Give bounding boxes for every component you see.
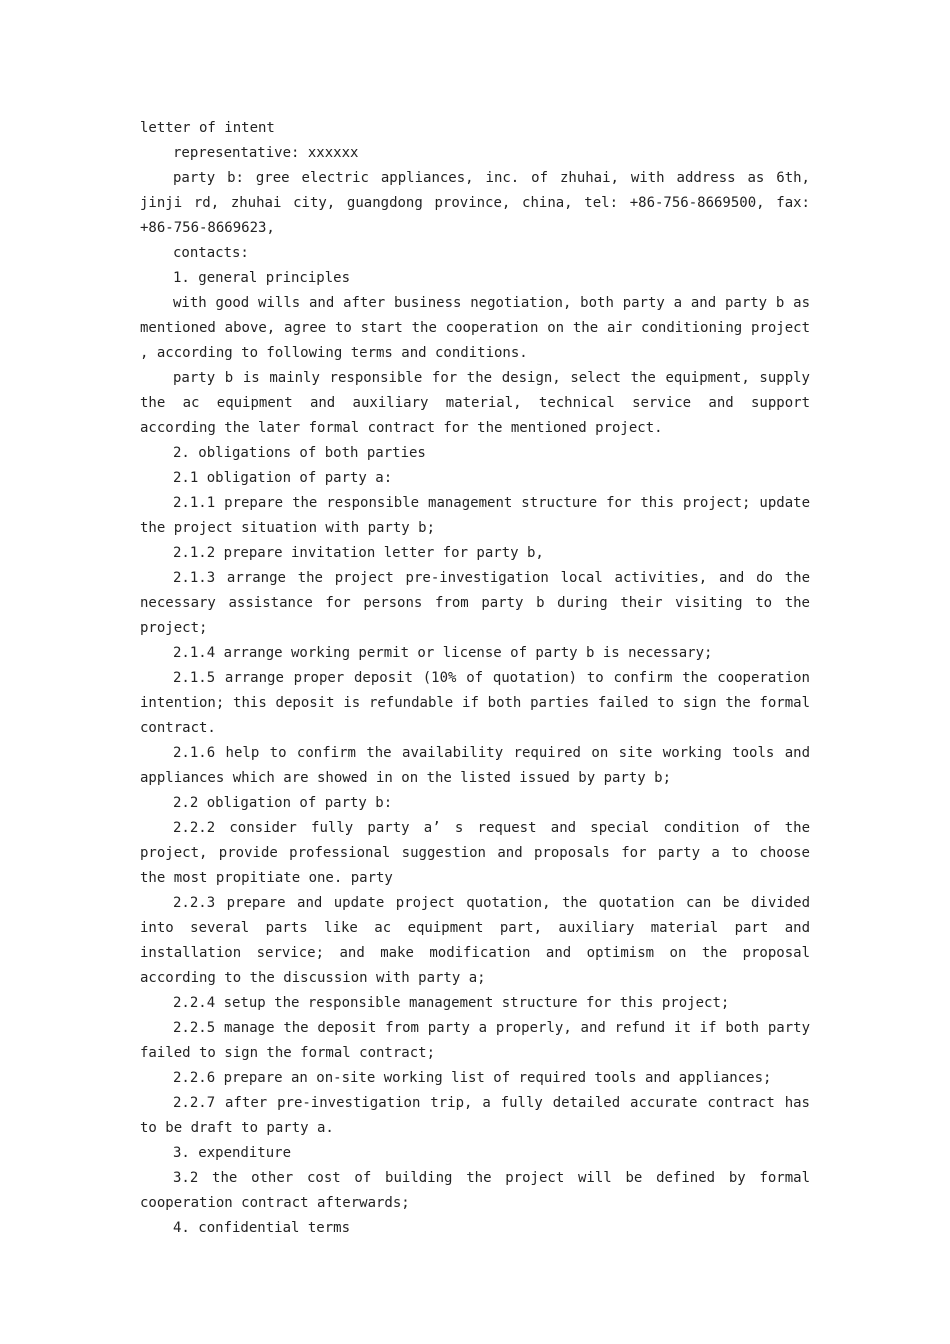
clause-2-2-7: 2.2.7 after pre-investigation trip, a fully detailed accurate contract has to be draft to party a. xyxy=(140,1095,810,1136)
clause-2-2-3: 2.2.3 prepare and update project quotation, the quotation can be divided into several parts like ac equipment part, auxiliary material part and installation service; and make modification and optimism on the proposal according to the discussion with party a; xyxy=(140,895,810,986)
section-heading-obligations: 2. obligations of both parties xyxy=(173,445,426,461)
clause-2-2-6: 2.2.6 prepare an on-site working list of required tools and appliances; xyxy=(173,1070,772,1086)
contacts-line: contacts: xyxy=(173,245,249,261)
clause-2-1-5: 2.1.5 arrange proper deposit (10% of quotation) to confirm the cooperation intention; this deposit is refundable if both parties failed to sign the formal contract. xyxy=(140,670,810,736)
clause-2-1-2: 2.1.2 prepare invitation letter for party b, xyxy=(173,545,544,561)
document-page xyxy=(140,116,810,1241)
paragraph-general-intro: with good wills and after business negotiation, both party a and party b as mentioned above, agree to start the cooperation on the air conditioning project , according to following terms and conditions. xyxy=(140,295,810,361)
clause-2-2-4: 2.2.4 setup the responsible management structure for this project; xyxy=(173,995,730,1011)
paragraph-party-b-responsibility: party b is mainly responsible for the design, select the equipment, supply the ac equipment and auxiliary material, technical service and support according the later formal contract for the mentioned project. xyxy=(140,370,810,436)
clause-2-1-6: 2.1.6 help to confirm the availability required on site working tools and appliances which are showed in on the listed issued by party b; xyxy=(140,745,810,786)
clause-2-1-4: 2.1.4 arrange working permit or license of party b is necessary; xyxy=(173,645,713,661)
clause-3-2: 3.2 the other cost of building the project will be defined by formal cooperation contract afterwards; xyxy=(140,1170,810,1211)
subheading-obligation-party-a: 2.1 obligation of party a: xyxy=(173,470,393,486)
clause-2-2-2: 2.2.2 consider fully party a’ s request and special condition of the project, provide professional suggestion and proposals for party a to choose the most propitiate one. party xyxy=(140,820,810,886)
clause-2-2-5: 2.2.5 manage the deposit from party a properly, and refund it if both party failed to sign the formal contract; xyxy=(140,1020,810,1061)
subheading-obligation-party-b: 2.2 obligation of party b: xyxy=(173,795,393,811)
clause-2-1-3: 2.1.3 arrange the project pre-investigation local activities, and do the necessary assistance for persons from party b during their visiting to the project; xyxy=(140,570,810,636)
party-b-details: party b: gree electric appliances, inc. of zhuhai, with address as 6th, jinji rd, zhuhai city, guangdong province, china, tel: +86-756-8669500, fax: +86-756-8669623, xyxy=(140,170,810,236)
clause-2-1-1: 2.1.1 prepare the responsible management structure for this project; update the project situation with party b; xyxy=(140,495,810,536)
section-heading-confidential-terms: 4. confidential terms xyxy=(173,1220,351,1236)
document-title: letter of intent xyxy=(140,120,275,136)
section-heading-general-principles: 1. general principles xyxy=(173,270,351,286)
section-heading-expenditure: 3. expenditure xyxy=(173,1145,292,1161)
representative-line: representative: xxxxxx xyxy=(173,145,359,161)
